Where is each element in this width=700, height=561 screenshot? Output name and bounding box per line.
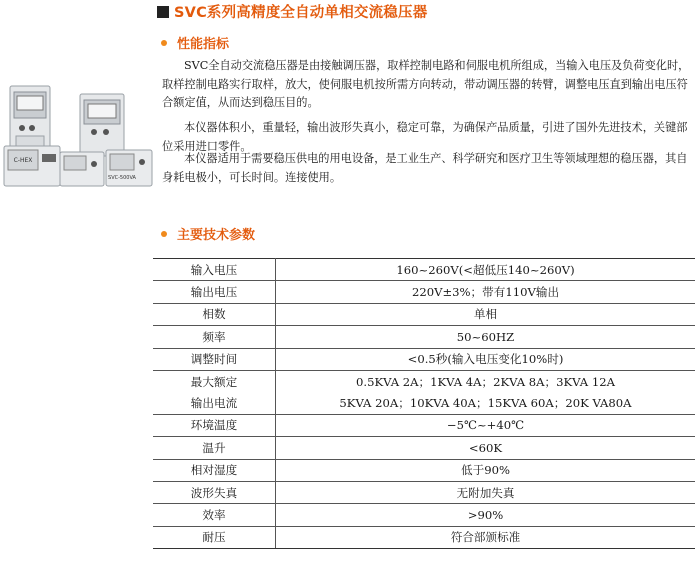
table-row <box>153 370 695 392</box>
spec-label: 调整时间 <box>153 348 276 370</box>
spec-value: −5℃~+40℃ <box>276 414 696 436</box>
spec-label: 输出电流 <box>153 392 276 414</box>
paragraph-features: 本仪器体积小，重量轻，输出波形失真小，稳定可靠，为确保产品质量，引进了国外先进技术，关键部位采用进口零件。 <box>162 121 688 153</box>
spec-value: 低于90% <box>276 459 696 481</box>
product-image <box>2 76 154 188</box>
table-row <box>153 459 695 481</box>
brand-text: C-HEX <box>13 157 33 164</box>
spec-label: 环境温度 <box>153 414 276 436</box>
paragraph-intro: SVC全自动交流稳压器是由接触调压器，取样控制电路和伺服电机所组成，当输入电压及负荷变化时，取样控制电路实行取样，放大，使伺服电机按所需方向转动，带动调压器的转臂，调整电压直到输出电压符合额定值，从而达到稳压目的。 <box>162 59 690 109</box>
spec-value: 5KVA 20A；10KVA 40A；15KVA 60A；20K VA80A <box>276 392 696 414</box>
table-row <box>153 481 695 503</box>
spec-value: 符合部颁标准 <box>276 526 696 548</box>
paragraph-applications: 本仪器适用于需要稳压供电的用电设备，是工业生产、科学研究和医疗卫生等领域理想的稳压器，其自身耗电极小，可长时间。连接使用。 <box>162 152 688 184</box>
table-row <box>153 437 695 459</box>
page-title <box>157 1 427 22</box>
spec-label: 效率 <box>153 504 276 526</box>
spec-label: 最大额定 <box>153 370 276 392</box>
table-row <box>153 259 695 281</box>
table-row <box>153 392 695 414</box>
spec-label: 波形失真 <box>153 481 276 503</box>
table-row <box>153 526 695 548</box>
table-row <box>153 348 695 370</box>
spec-label: 温升 <box>153 437 276 459</box>
title-square-icon <box>157 6 169 18</box>
section-heading-text: 性能指标 <box>177 37 230 52</box>
table-row <box>153 303 695 325</box>
section-heading-text: 主要技术参数 <box>177 228 256 243</box>
table-row <box>153 281 695 303</box>
spec-value: 单相 <box>276 303 696 325</box>
table-row <box>153 326 695 348</box>
spec-value: <0.5秒(输入电压变化10%时) <box>276 348 696 370</box>
spec-value: 0.5KVA 2A；1KVA 4A；2KVA 8A；3KVA 12A <box>276 370 696 392</box>
spec-value: 无附加失真 <box>276 481 696 503</box>
spec-value: 220V±3%；带有110V输出 <box>276 281 696 303</box>
section-heading-specs <box>161 224 255 243</box>
bullet-icon <box>161 231 167 237</box>
spec-value: >90% <box>276 504 696 526</box>
spec-label: 相数 <box>153 303 276 325</box>
spec-label: 耐压 <box>153 526 276 548</box>
section-heading-performance <box>161 33 229 52</box>
spec-value: 160~260V(<超低压140~260V) <box>276 259 696 281</box>
title-text: SVC系列高精度全自动单相交流稳压器 <box>174 5 428 21</box>
spec-label: 频率 <box>153 326 276 348</box>
spec-value: <60K <box>276 437 696 459</box>
spec-label: 输出电压 <box>153 281 276 303</box>
table-row <box>153 504 695 526</box>
spec-label: 相对湿度 <box>153 459 276 481</box>
specs-table <box>153 258 695 549</box>
table-row <box>153 414 695 436</box>
model-text: SVC-500VA <box>108 175 136 181</box>
spec-label: 输入电压 <box>153 259 276 281</box>
bullet-icon <box>161 40 167 46</box>
spec-value: 50~60HZ <box>276 326 696 348</box>
